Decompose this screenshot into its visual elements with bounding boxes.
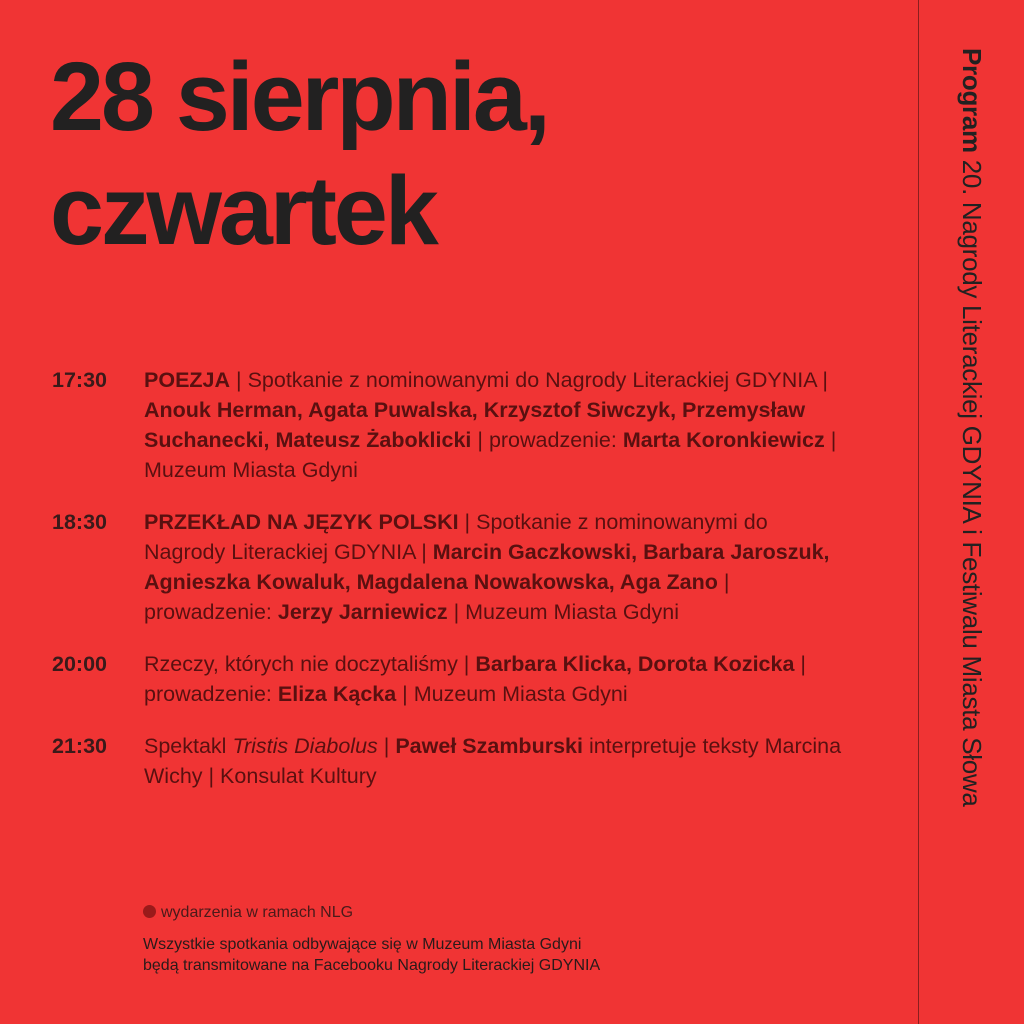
event-description [144,365,842,485]
event-venue: interpretuje teksty Marcina Wichy | Konsulat Kultury [144,734,842,788]
event-category: POEZJA [144,368,231,392]
legend-label: wydarzenia w ramach NLG [161,904,354,921]
event-time: 18:30 [52,510,107,534]
sidebar [925,48,1019,978]
event-show-title: Tristis Diabolus [232,734,378,758]
event-time: 21:30 [52,734,107,758]
event-moderator: Marta Koronkiewicz [622,428,825,452]
sidebar-festival-name: 20. Nagrody Literackiej GDYNIA i Festiwalu Miasta Słowa [957,152,987,807]
event-description [144,731,842,791]
event-item [52,365,842,485]
legend-dot-icon [143,905,156,918]
sidebar-program-title [957,48,987,807]
event-text: | Spotkanie z nominowanymi do Nagrody Literackiej GDYNIA | [230,368,828,392]
event-moderator: Eliza Kącka [277,682,397,706]
broadcast-note-line: Wszystkie spotkania odbywające się w Muzeum Miasta Gdyni [143,936,582,953]
sidebar-program-label: Program [957,48,987,153]
event-venue: | Muzeum Miasta Gdyni [447,600,680,624]
event-moderator: Jerzy Jarniewicz [277,600,448,624]
event-text: | [377,734,396,758]
event-description [144,649,842,709]
event-text: | prowadzenie: [144,652,806,706]
page-title-date: 28 sierpnia, [50,42,548,151]
page-title [50,40,548,268]
broadcast-note-line: będą transmitowane na Facebooku Nagrody Literackiej GDYNIA [143,957,601,974]
event-time: 20:00 [52,652,107,676]
event-venue: | Muzeum Miasta Gdyni [144,428,837,482]
event-category: PRZEKŁAD NA JĘZYK POLSKI [144,510,459,534]
event-text: | prowadzenie: [471,428,623,452]
broadcast-note [143,934,783,976]
event-schedule [52,365,842,791]
event-description [144,507,842,627]
event-venue: | Muzeum Miasta Gdyni [396,682,628,706]
event-text: | Spotkanie z nominowanymi do Nagrody Literackiej GDYNIA | [144,510,768,564]
event-participants: Anouk Herman, Agata Puwalska, Krzysztof Siwczyk, Przemysław Suchanecki, Mateusz Żaboklicki [144,398,806,452]
event-item [52,731,842,791]
event-performer: Paweł Szamburski [395,734,583,758]
event-participants: Barbara Klicka, Dorota Kozicka [475,652,795,676]
event-time: 17:30 [52,368,107,392]
event-text: Spektakl [144,734,233,758]
event-participants: Marcin Gaczkowski, Barbara Jaroszuk, Agnieszka Kowaluk, Magdalena Nowakowska, Aga Zano [144,540,830,594]
event-text: | prowadzenie: [144,570,730,624]
event-item [52,649,842,709]
page-title-weekday: czwartek [50,156,436,265]
vertical-divider [918,0,919,1024]
event-item [52,507,842,627]
event-category: Rzeczy, których nie doczytaliśmy | [144,652,476,676]
legend [143,902,353,924]
